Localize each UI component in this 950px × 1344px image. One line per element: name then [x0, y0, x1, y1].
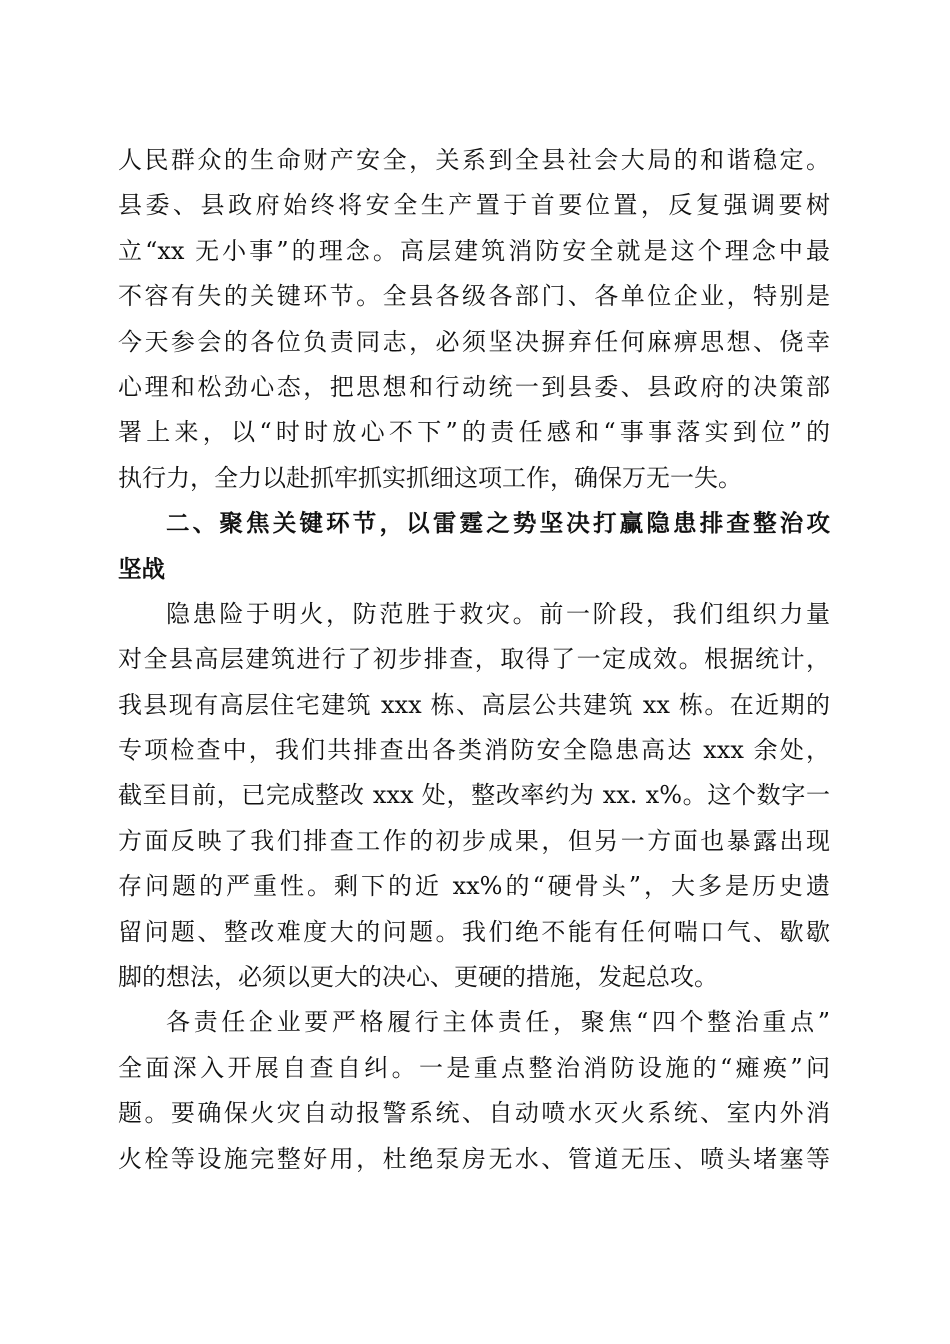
paragraph-enterprise-responsibility [118, 1000, 830, 1182]
text-line: 我县现有高层住宅建筑 xxx 栋、高层公共建筑 xx 栋。在近期的 [118, 690, 830, 719]
text-line: 县委、县政府始终将安全生产置于首要位置，反复强调要树 [118, 191, 830, 220]
text-line: 隐患险于明火，防范胜于救灾。前一阶段，我们组织力量 [166, 599, 830, 628]
text-line: 立“xx 无小事”的理念。高层建筑消防安全就是这个理念中最 [118, 236, 830, 265]
text-line: 方面反映了我们排查工作的初步成果，但另一方面也暴露出现 [118, 826, 830, 855]
text-line: 各责任企业要严格履行主体责任，聚焦“四个整治重点” [166, 1008, 830, 1037]
text-line: 对全县高层建筑进行了初步排查，取得了一定成效。根据统计， [118, 645, 830, 674]
paragraph-hazard-inspection [118, 592, 830, 1001]
text-line: 执行力，全力以赴抓牢抓实抓细这项工作，确保万无一失。 [118, 463, 742, 492]
text-line: 截至目前，已完成整改 xxx 处，整改率约为 xx. x%。这个数字一 [118, 781, 830, 810]
document-page [118, 138, 830, 1182]
text-line: 脚的想法，必须以更大的决心、更硬的措施，发起总攻。 [118, 963, 718, 992]
heading-line: 二、聚焦关键环节，以雷霆之势坚决打赢隐患排查整治攻 [166, 509, 830, 538]
text-line: 不容有失的关键环节。全县各级各部门、各单位企业，特别是 [118, 282, 830, 311]
text-line: 今天参会的各位负责同志，必须坚决摒弃任何麻痹思想、侥幸 [118, 327, 830, 356]
paragraph-safety-responsibility [118, 138, 830, 501]
text-line: 存问题的严重性。剩下的近 xx%的“硬骨头”，大多是历史遗 [118, 872, 830, 901]
section-heading-2 [118, 501, 830, 592]
text-line: 署上来，以“时时放心不下”的责任感和“事事落实到位”的 [118, 418, 830, 447]
text-line: 心理和松劲心态，把思想和行动统一到县委、县政府的决策部 [118, 372, 830, 401]
text-line: 留问题、整改难度大的问题。我们绝不能有任何喘口气、歇歇 [118, 917, 830, 946]
heading-line: 坚战 [118, 554, 165, 583]
text-line: 题。要确保火灾自动报警系统、自动喷水灭火系统、室内外消 [118, 1099, 830, 1128]
text-line: 火栓等设施完整好用，杜绝泵房无水、管道无压、喷头堵塞等 [118, 1144, 830, 1173]
text-line: 专项检查中，我们共排查出各类消防安全隐患高达 xxx 余处， [118, 736, 830, 765]
text-line: 人民群众的生命财产安全，关系到全县社会大局的和谐稳定。 [118, 146, 830, 174]
text-line: 全面深入开展自查自纠。一是重点整治消防设施的“瘫痪”问 [118, 1053, 830, 1082]
